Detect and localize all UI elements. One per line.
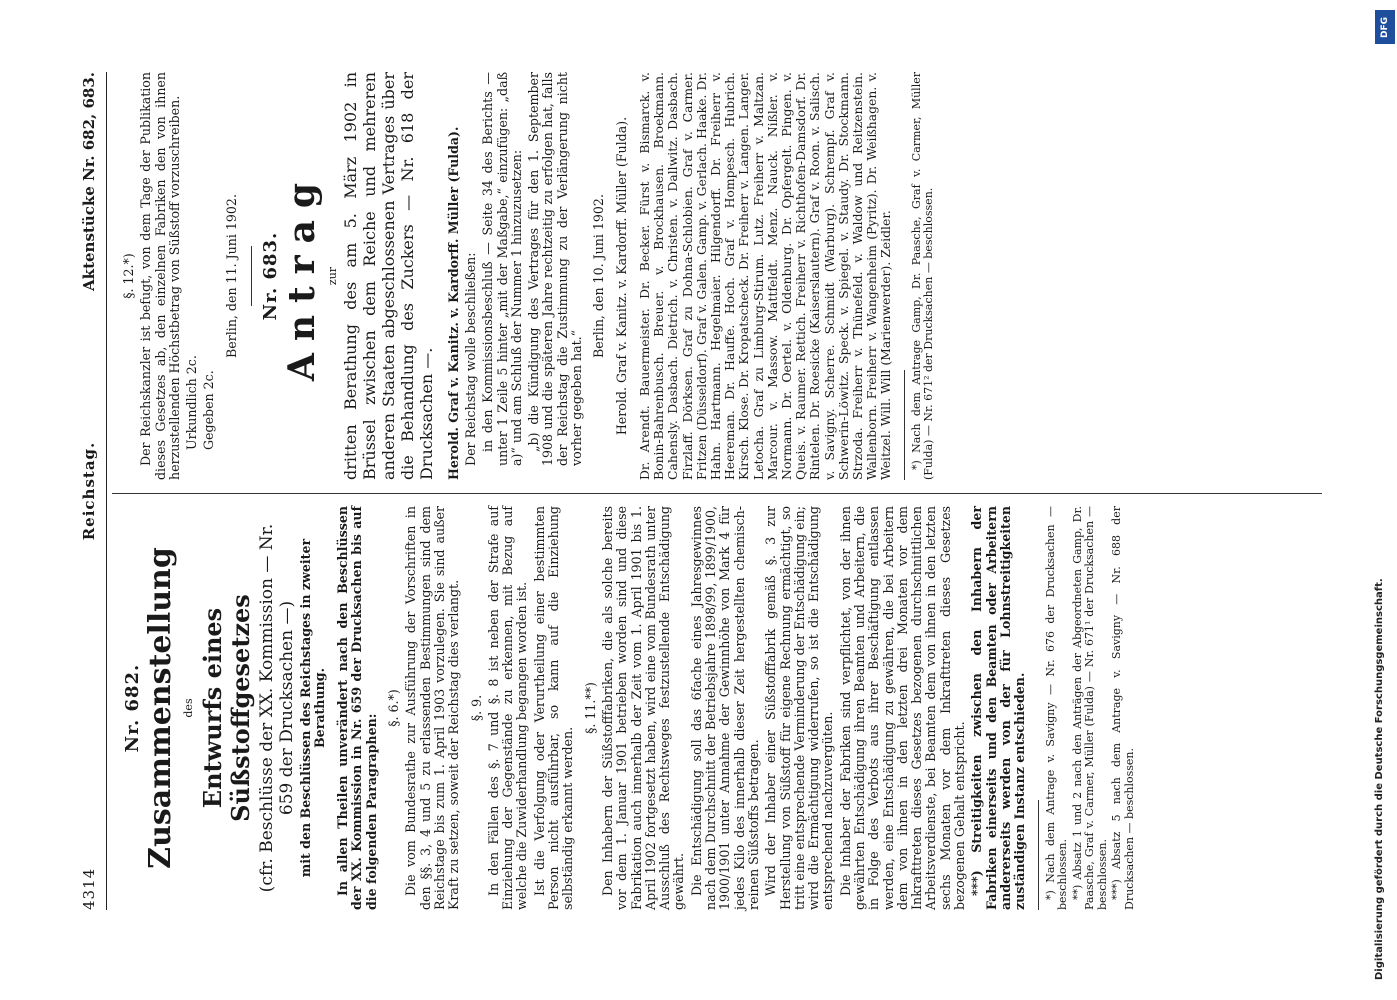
footnote: **) Absatz 1 und 2 nach den Anträgen der Abgeordneten Gamp, Dr. Paasche, Graf v. Carmer, Müller (Fulda) — Nr. 671¹ der Drucksachen — beschlossen. (1070, 506, 1109, 910)
footnote-rule (1038, 800, 1039, 910)
page-number: 4314 (80, 867, 98, 910)
running-header (78, 72, 104, 910)
section-11-text-4: Die Inhaber der Fabriken sind verpflichtet, von der ihnen gewährten Entschädigung ihren Beamten und Arbeitern, die in Folge des Verbots aus ihrer Beschäftigung entlassen werden, eine Entschädigung zu gewähren, die bei Arbeitern dem von ihnen in den letzten drei Monaten vor dem Inkrafttreten dieses Gesetzes bezogenen durchschnittlichen Arbeitsverdienste, bei Beamten dem von ihnen in den letzten sechs Monaten vor dem Inkrafttreten dieses Gesetzes bezogenen Gehalt entspricht. (837, 506, 968, 910)
doc-title-des: des (182, 698, 196, 718)
funding-note: Digitalisierung gefördert durch die Deutsche Forschungsgemeinschaft. (1374, 578, 1385, 980)
header-rule (106, 72, 107, 910)
section-9-text-2: Ist die Verfolgung oder Verurtheilung einer bestimmten Person nicht ausführbar, so kann auf die Einziehung selbständig erkannt werden. (531, 506, 576, 910)
antrag-title: Antrag (281, 170, 324, 382)
right-column (118, 72, 938, 480)
short-rule (251, 246, 252, 306)
item-b: „b) die Kündigung des Vertrages für den 1. September 1908 und die späteren Jahre rechtzeitig zu erfolgen hat, falls der Reichstag die Zustimmung zu der Verlängerung nicht vorher gegeben hat.“ (526, 72, 585, 466)
section-11-heading: §. 11.**) (582, 682, 598, 734)
section-11-text-5: ***) Streitigkeiten zwischen den Inhabern der Fabriken einerseits und den Beamten oder Arbeitern andererseits werden von der für Lohnstreitigkeiten zuständigen Instanz entschieden. (969, 506, 1028, 910)
doc-subtitle: (cfr. Beschlüsse der XX. Kommission — Nr. 659 der Drucksachen —) (256, 523, 297, 893)
doc-number-682: Nr. 682. (122, 663, 143, 753)
digitization-sidebar (1372, 0, 1397, 1000)
header-center: Reichstag. (80, 441, 98, 541)
doc-number-683: Nr. 683. (260, 231, 282, 321)
footnote: *) Nach dem Antrage v. Savigny — Nr. 676 der Drucksachen — beschlossen. (1043, 506, 1070, 910)
urkundlich: Urkundlich 2c. (184, 355, 200, 450)
intro-text: In allen Theilen unverändert nach den Beschlüssen der XX. Kommission in Nr. 659 der Drucksachen bis auf die folgenden Paragraphen: (335, 506, 379, 910)
gegeben: Gegeben 2c. (201, 370, 217, 450)
date-2: Berlin, den 10. Juni 1902. (591, 194, 607, 358)
dfg-logo: DFG (1375, 10, 1395, 44)
date-1: Berlin, den 11. Juni 1902. (223, 194, 239, 358)
section-9-heading: §. 9. (468, 694, 484, 722)
footnote-rule (904, 370, 905, 480)
section-12-text: Der Reichskanzler ist befugt, von dem Tage der Publikation dieses Gesetzes ab, den einzelnen Fabriken den von ihnen herzustellenden Höchstbetrag von Süßstoff vorzuschreiben. (138, 72, 182, 480)
antrag-zur: zur (326, 266, 340, 286)
section-6-heading: §. 6.*) (386, 689, 402, 727)
section-9-text-1: In den Fällen des §. 7 und §. 8 ist neben der Strafe auf Einziehung der Gegenstände zu erkennen, mit Bezug auf welche die Zuwiderhandlung begangen worden ist. (485, 506, 530, 910)
antrag-text: dritten Berathung des am 5. März 1902 in Brüssel zwischen dem Reiche und mehreren anderen Staaten abgeschlossenen Vertrages über die Behandlung des Zuckers — Nr. 618 der Drucksachen —. (340, 72, 436, 480)
item-intro: in den Kommissionsbeschluß — Seite 34 des Berichts — unter 1 Zeile 5 hinter „mit der Maßgabe,“ einzufügen: „daß a)“ und am Schluß der Nummer 1 hinzuzusetzen: (480, 72, 524, 466)
antrag-signers: Herold. Graf v. Kanitz. v. Kardorff. Müller (Fulda). (445, 126, 461, 480)
column-divider (112, 493, 1322, 494)
section-12-heading: §. 12.*) (121, 253, 136, 299)
section-11-text-3: Wird der Inhaber einer Süßstofffabrik gemäß §. 3 zur Herstellung von Süßstoff für eigene Rechnung ermächtigt, so tritt eine entsprechende Verminderung der Entschädigung ein; wird die Ermächtigung widerrufen, so ist die Entschädigung entsprechend nachzuvergüten. (763, 506, 836, 910)
section-11-text-1: Den Inhabern der Süßstofffabriken, die als solche bereits vor dem 1. Januar 1901 betrieben worden sind und diese Fabrikation auch innerhalb der Zeit vom 1. April 1901 bis 1. April 1902 fortgesetzt haben, wird eine vom Bundesrath unter Ausschluß des Rechtsweges festzustellende Entschädigung gewährt. (599, 506, 687, 910)
doc-title: Zusammenstellung (143, 547, 179, 869)
section-11-text-2: Die Entschädigung soll das 6fache eines Jahresgewinnes nach dem Durchschnitt der Betriebsjahre 1898/99, 1899/1900, 1900/1901 unter Annahme der Gewinnhöhe von Mark 4 für jedes Kilo des innerhalb dieser Zeit hergestellten chemisch-reinen Süßstoffs betragen. (688, 506, 761, 910)
section-6-text: Die vom Bundesrathe zur Ausführung der Vorschriften in den §§. 3, 4 und 5 zu erlassenden Bestimmungen sind dem Reichstage bis zum 1. April 1903 vorzulegen. Sie sind außer Kraft zu setzen, soweit der Reichstag dies verlangt. (403, 506, 462, 910)
doc-line: mit den Beschlüssen des Reichstages in zweiter Berathung. (297, 538, 327, 878)
signers-2: Herold. Graf v. Kanitz. v. Kardorff. Müller (Fulda). (613, 116, 629, 436)
footnote: *) Nach dem Antrage Gamp, Dr. Paasche, Graf v. Carmer, Müller (Fulda) — Nr. 671² der Drucksachen — beschlossen. (909, 72, 936, 480)
beschliessen: Der Reichstag wolle beschließen: (462, 252, 478, 466)
supporters-list: Dr. Arendt. Bauermeister. Dr. Becker. Fürst v. Bismarck. v. Bonin-Bahrenbusch. Breuer. v. Brockhausen. Broekmann. Cahensly. Dasbach. Dietrich. v. Christen. v. Dallwitz. Dasbach. Firzlaff. Dörksen. Graf zu Dohna-Schlobien. Graf v. Carmer. Fritzen (Düsseldorf). Graf v. Galen. Gamp. v. Gerlach. Haake. Dr. Hahn. Hartmann. Hegelmaier. Hilgendorff. Dr. Freiherr v. Heereman. Dr. Hauffe. Hoch. Graf v. Hompesch. Hubrich. Kirsch. Klose. Dr. Kropatscheck. Dr. Freiherr v. Langen. Langer. Letocha. Graf zu Limburg-Stirum. Lutz. Freiherr v. Maltzan. Marcour. v. Massow. Mattfeldt. Menz. Nauck. Nißler. v. Normann. Dr. Oertel. v. Oldenburg. Dr. Opfergelt. Pingen. v. Queis. v. Raumer. Rettich. Freiherr v. Richthofen-Damsdorf. Dr. Rintelen. Dr. Roesicke (Kaiserslautern). Graf v. Roon. v. Salisch. v. Savigny. Scherre. Schmidt (Warburg). Schrempf. Graf v. Schwerin-Löwitz. Speck. v. Spiegel. v. Staudy. Dr. Stockmann. Strzoda. Freiherr v. Thünefeld. v. Waldow und Reitzenstein. Wallenborn. Freiherr v. Wangenheim (Pyritz). Dr. Weißhagen. v. Weitzel. Will. Will (Marienwerder). Zeidler. (636, 72, 894, 480)
header-right: Aktenstücke Nr. 682, 683. (80, 72, 98, 291)
left-column (118, 506, 1138, 910)
footnote: ***) Absatz 5 nach dem Antrage v. Savigny — Nr. 688 der Drucksachen — beschlossen. (1110, 506, 1136, 910)
doc-title-2: Entwurfs eines Süßstoffgesetzes (197, 594, 255, 822)
